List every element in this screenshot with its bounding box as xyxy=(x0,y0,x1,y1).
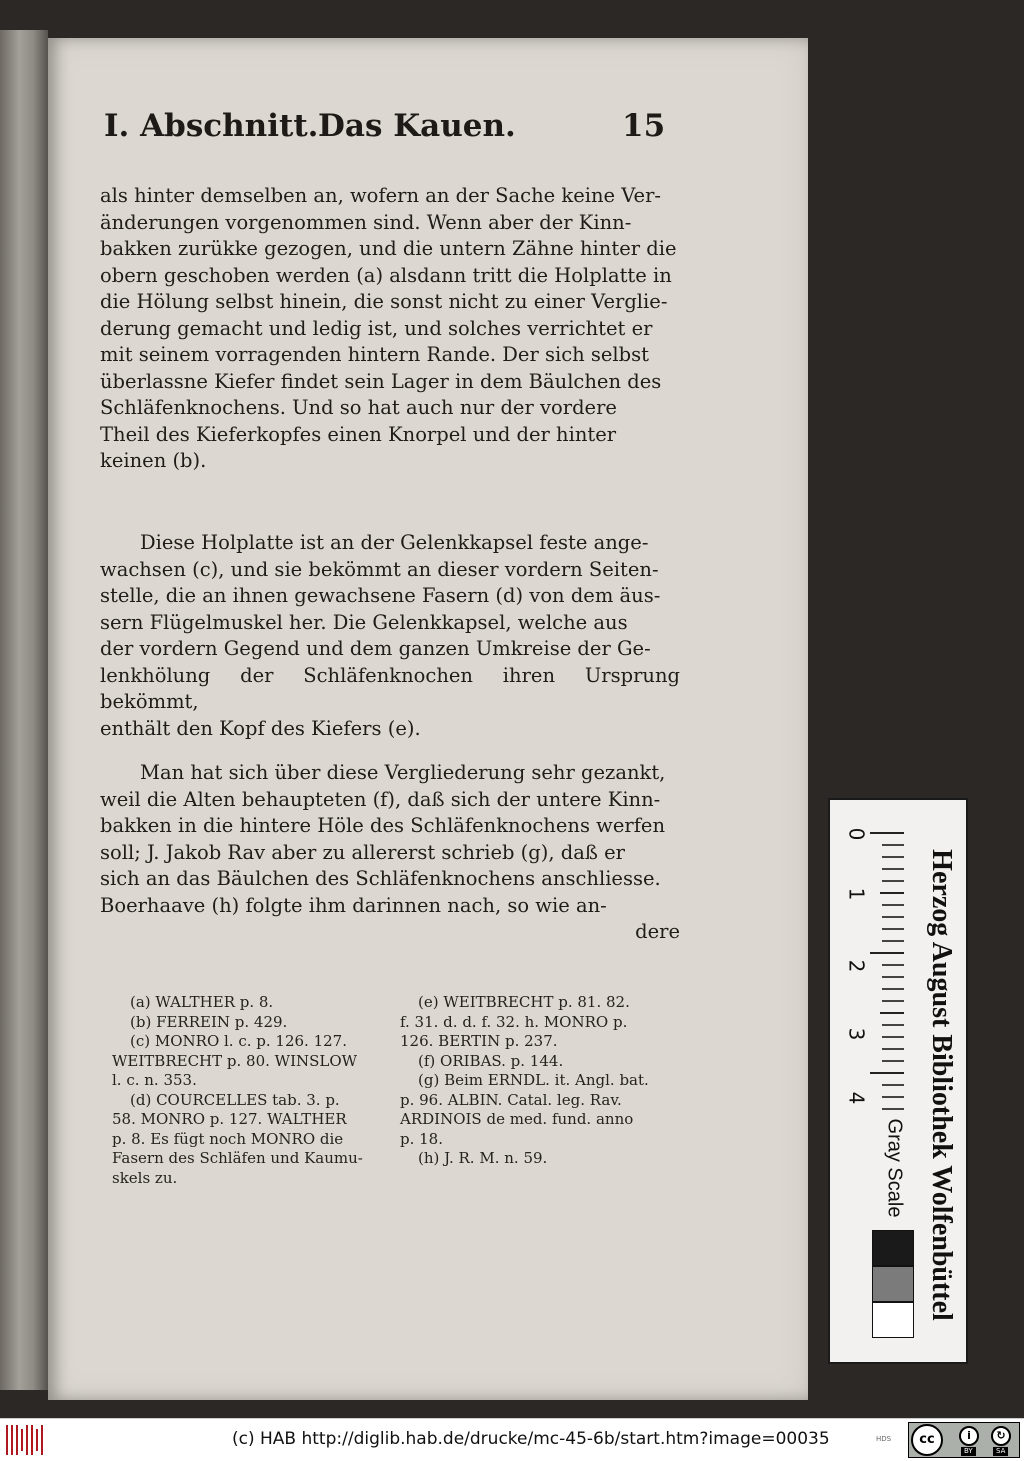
footnote-line: p. 96. ALBIN. Catal. leg. Rav. xyxy=(400,1090,622,1109)
footnotes-left-column xyxy=(112,993,388,1188)
footer-bar xyxy=(0,1418,1024,1461)
footnote-line: p. 8. Es fügt noch MONRO die xyxy=(112,1129,344,1148)
footnote-line: (d) COURCELLES tab. 3. p. xyxy=(130,1090,340,1109)
footnote-line: (f) ORIBAS. p. 144. xyxy=(418,1051,564,1070)
ruler-tick xyxy=(882,1096,904,1098)
institution-text: Herzog August Bibliothek Wolfenbüttel xyxy=(926,849,957,1321)
ruler-tick xyxy=(882,964,904,966)
footnote-line: WEITBRECHT p. 80. WINSLOW xyxy=(112,1051,358,1070)
ruler-tick xyxy=(882,1000,904,1002)
ruler-tick xyxy=(882,904,904,906)
footnote-line: (b) FERREIN p. 429. xyxy=(130,1012,288,1031)
footer-code: HDS xyxy=(876,1435,892,1443)
ruler-tick xyxy=(870,952,904,954)
page-number: 15 xyxy=(622,108,666,144)
ruler-tick xyxy=(882,844,904,846)
text-line: änderungen vorgenommen sind. Wenn aber der Kinn- xyxy=(100,210,632,234)
text-line: mit seinem vorragenden hintern Rande. Der sich selbst xyxy=(100,343,649,366)
text-line: als hinter demselben an, wofern an der Sache keine Ver- xyxy=(100,184,662,207)
footnote-line: skels zu. xyxy=(112,1168,178,1187)
text-line: bakken in die hintere Höle des Schläfenknochens werfen xyxy=(100,814,666,837)
swatch-white xyxy=(872,1302,914,1338)
grayscale-text: Gray Scale xyxy=(883,1118,906,1218)
text-line: sern Flügelmuskel her. Die Gelenkkapsel, welche aus xyxy=(100,610,628,634)
swatch-black xyxy=(872,1230,914,1266)
swatch-gray xyxy=(872,1266,914,1302)
paragraph-1 xyxy=(100,183,680,475)
text-line: soll; J. Jakob Rav aber zu allererst schrieb (g), daß er xyxy=(100,840,625,864)
ruler-tick xyxy=(882,916,904,918)
text-line: Theil des Kieferkopfes einen Knorpel und der hinter xyxy=(100,422,617,446)
footnote-line: (g) Beim ERNDL. it. Angl. bat. xyxy=(418,1071,649,1089)
ruler-tick xyxy=(880,892,904,894)
text-line: Boerhaave (h) folgte ihm darinnen nach, so wie an- xyxy=(100,893,607,917)
text-line: wachsen (c), und sie bekömmt an dieser vordern Seiten- xyxy=(100,557,659,581)
text-line: enthält den Kopf des Kiefers (e). xyxy=(100,716,421,740)
text-line: sich an das Bäulchen des Schläfenknochens anschliesse. xyxy=(100,867,661,890)
footnote-line: l. c. n. 353. xyxy=(112,1071,197,1089)
scale-ruler xyxy=(870,822,902,1122)
footnote-line: (a) WALTHER p. 8. xyxy=(130,993,274,1011)
ruler-tick xyxy=(882,868,904,870)
text-line: Man hat sich über diese Vergliederung sehr gezankt, xyxy=(140,761,666,784)
text-line: lenkhölung der Schläfenknochen ihren Ursprung bekömmt, xyxy=(100,663,680,713)
grayscale-label xyxy=(874,1118,914,1218)
footnote-line: Fasern des Schläfen und Kaumu- xyxy=(112,1149,363,1167)
ruler-tick xyxy=(882,1048,904,1050)
hab-logo-icon xyxy=(6,1425,46,1455)
footnote-line: (e) WEITBRECHT p. 81. 82. xyxy=(418,993,630,1011)
footnote-line: 126. BERTIN p. 237. xyxy=(400,1032,558,1050)
text-line: Diese Holplatte ist an der Gelenkkapsel feste ange- xyxy=(140,531,649,554)
footnote-line: f. 31. d. d. f. 32. h. MONRO p. xyxy=(400,1012,628,1031)
color-reference-card xyxy=(828,798,968,1364)
cc-icon: cc xyxy=(911,1424,943,1456)
footnote-line: p. 18. xyxy=(400,1129,443,1148)
text-line: Schläfenknochens. Und so hat auch nur der vordere xyxy=(100,396,617,419)
running-header-section: I. Abschnitt. xyxy=(104,108,319,144)
footer-credit-link[interactable]: (c) HAB http://diglib.hab.de/drucke/mc-45-6b/start.htm?image=00035 xyxy=(232,1429,830,1449)
license-sa-label: SA xyxy=(993,1447,1008,1456)
footnote-line: (c) MONRO l. c. p. 126. 127. xyxy=(130,1032,347,1050)
text-line: die Hölung selbst hinein, die sonst nicht zu einer Verglie- xyxy=(100,290,668,313)
ruler-number: 4 xyxy=(844,1091,869,1105)
ruler-tick xyxy=(882,976,904,978)
ruler-number: 1 xyxy=(844,887,869,901)
ruler-tick xyxy=(882,940,904,942)
ruler-tick xyxy=(882,1036,904,1038)
text-line: weil die Alten behaupteten (f), daß sich der untere Kinn- xyxy=(100,787,661,811)
text-line: obern geschoben werden (a) alsdann tritt die Holplatte in xyxy=(100,263,672,287)
running-header-title: Das Kauen. xyxy=(318,108,516,144)
text-line: stelle, die an ihnen gewachsene Fasern (d) von dem äus- xyxy=(100,584,661,607)
cc-license-badge[interactable] xyxy=(908,1422,1020,1458)
ruler-tick xyxy=(882,988,904,990)
card-institution-label xyxy=(916,820,966,1350)
paragraph-3 xyxy=(100,760,680,946)
previous-page-edge xyxy=(0,30,48,1390)
catchword: dere xyxy=(635,920,680,943)
ruler-tick xyxy=(882,1024,904,1026)
text-line: bakken zurükke gezogen, und die untern Zähne hinter die xyxy=(100,237,677,260)
ruler-tick xyxy=(882,856,904,858)
ruler-tick xyxy=(882,1108,904,1110)
footnote-line: ARDINOIS de med. fund. anno xyxy=(400,1110,634,1128)
footnotes-right-column xyxy=(400,993,676,1169)
attribution-icon: i xyxy=(959,1426,979,1446)
ruler-tick xyxy=(882,928,904,930)
text-line: derung gemacht und ledig ist, und solches verrichtet er xyxy=(100,316,653,340)
text-line: überlassne Kiefer findet sein Lager in dem Bäulchen des xyxy=(100,369,662,393)
license-by-label: BY xyxy=(961,1447,976,1456)
ruler-number: 3 xyxy=(844,1027,869,1041)
share-alike-icon: ↻ xyxy=(991,1426,1011,1446)
footnote-line: 58. MONRO p. 127. WALTHER xyxy=(112,1110,347,1128)
ruler-tick xyxy=(880,1012,904,1014)
text-line: keinen (b). xyxy=(100,449,207,472)
ruler-tick xyxy=(882,1060,904,1062)
paragraph-2 xyxy=(100,530,680,742)
ruler-tick xyxy=(870,832,904,834)
ruler-number: 2 xyxy=(844,959,869,973)
footnote-line: (h) J. R. M. n. 59. xyxy=(418,1149,548,1167)
text-line: der vordern Gegend und dem ganzen Umkreise der Ge- xyxy=(100,637,651,660)
ruler-tick xyxy=(882,1084,904,1086)
ruler-tick xyxy=(882,880,904,882)
ruler-tick xyxy=(870,1072,904,1074)
ruler-number: 0 xyxy=(844,827,869,841)
